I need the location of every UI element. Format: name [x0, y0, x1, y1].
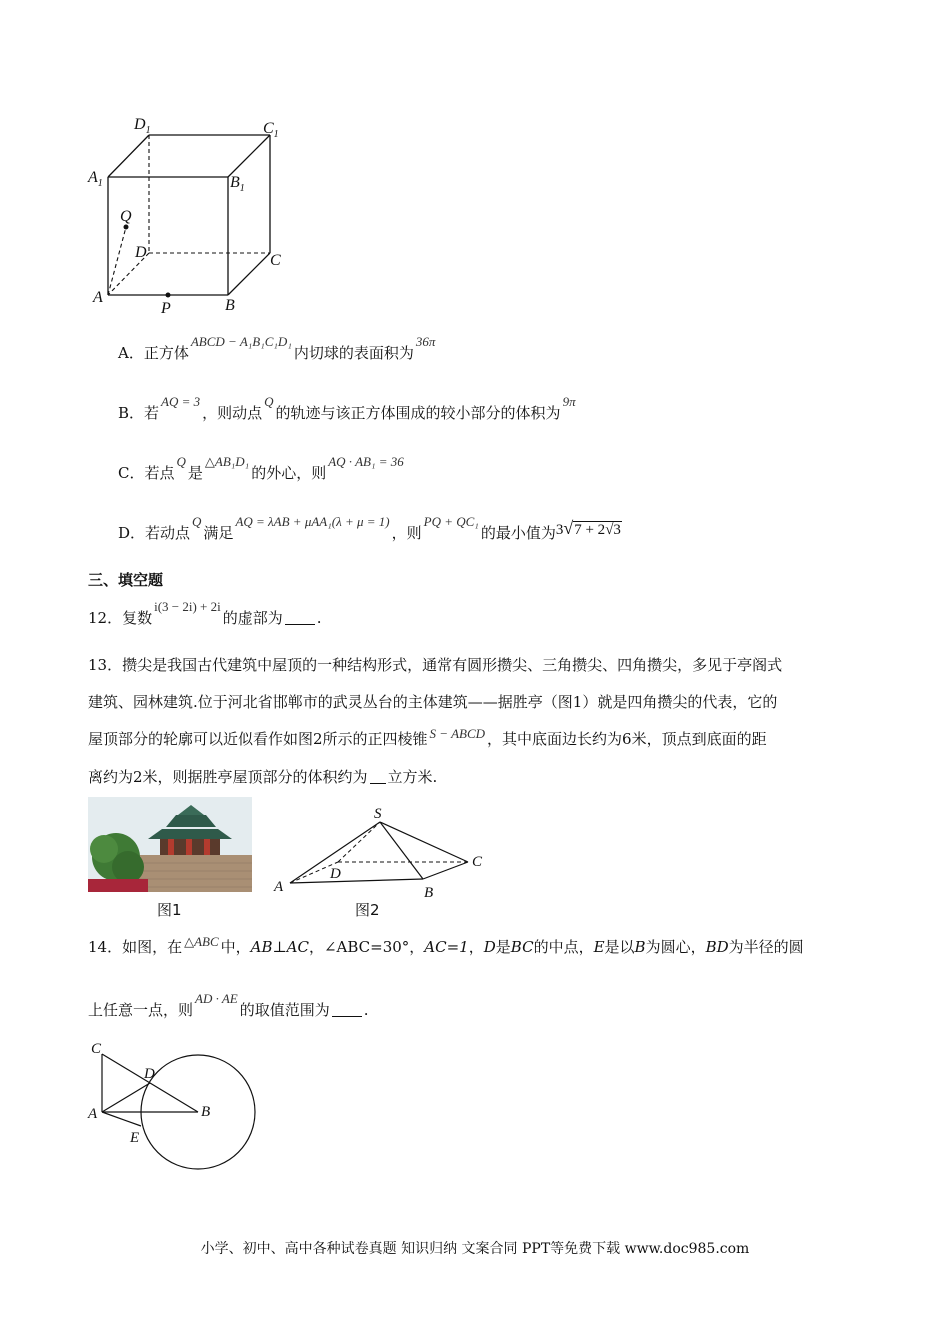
option-d-sqrt-value: 3√7 + 2√3	[555, 518, 621, 538]
option-b: B．若AQ = 3，则动点Q的轨迹与该正方体围成的较小部分的体积为9π	[118, 394, 576, 422]
circle-label-e: E	[130, 1130, 140, 1146]
pyramid-label-s: S	[374, 806, 382, 822]
page-footer: 小学、初中、高中各种试卷真题 知识归纳 文案合同 PPT等免费下载 www.doc985.com	[200, 1241, 750, 1257]
section-title: 三、填空题	[88, 571, 164, 589]
label-a1: $A_1$	[88, 169, 103, 189]
pyramid-figure	[268, 800, 493, 900]
question-12: 12．复数i(3 − 2i) + 2i的虚部为 .	[88, 599, 322, 627]
figure-1-caption: 图1	[157, 901, 182, 919]
circle-label-c: C	[91, 1041, 102, 1057]
circle-label-b: B	[201, 1104, 211, 1120]
label-q: Q	[120, 208, 132, 225]
cube-figure	[84, 110, 294, 320]
label-d1: $D_1$	[134, 116, 151, 136]
option-a-formula: ABCD − A₁B₁C₁D₁	[190, 334, 292, 349]
pyramid-label-c: C	[472, 854, 483, 870]
point-q-dot	[124, 225, 129, 230]
label-d: D	[135, 244, 147, 261]
answer-blank-12[interactable]	[285, 610, 315, 625]
question-13-line-3: 屋顶部分的轮廓可以近似看作如图2所示的正四棱锥 S − ABCD ，其中底面边长约为6米，顶点到底面的距	[88, 726, 767, 748]
option-a: A．正方体ABCD − A₁B₁C₁D₁内切球的表面积为36π	[118, 334, 436, 362]
question-14-line-1: 14．如图，在 △ABC 中，AB⊥AC，∠ABC=30°，AC=1，D是BC的中点，E是以B为圆心，BD为半径的圆	[88, 934, 804, 956]
label-c1: $C_1$	[263, 120, 279, 140]
answer-blank-13[interactable]	[370, 769, 386, 784]
label-c: C	[270, 252, 281, 269]
question-13-line-2: 建筑、园林建筑.位于河北省邯郸市的武灵丛台的主体建筑——据胜亭（图1）就是四角攒尖的代表，它的	[88, 693, 778, 711]
point-p-dot	[166, 293, 171, 298]
pyramid-label-a: A	[274, 879, 284, 895]
option-c: C．若点Q是△AB₁D₁的外心，则AQ · AB₁ = 36	[118, 454, 404, 482]
figure-2-caption: 图2	[355, 901, 380, 919]
pyramid-label-b: B	[424, 885, 434, 900]
option-d: D．若动点Q满足AQ = λAB + μAA₁(λ + μ = 1)，则PQ + QC₁的最小值为3√7 + 2√3	[118, 514, 621, 542]
label-b: B	[225, 297, 235, 314]
label-b1: $B_1$	[230, 174, 245, 194]
answer-blank-14[interactable]	[332, 1002, 362, 1017]
label-a: A	[93, 289, 103, 306]
circle-label-d: D	[144, 1066, 155, 1082]
circle-label-a: A	[88, 1106, 98, 1122]
option-a-value: 36π	[415, 334, 436, 349]
question-13-line-1: 13．攒尖是我国古代建筑中屋顶的一种结构形式，通常有圆形攒尖、三角攒尖、四角攒尖，多见于亭阁式	[88, 656, 783, 674]
pavilion-photo	[88, 797, 252, 892]
label-p: P	[161, 300, 171, 317]
question-14-line-2: 上任意一点，则AD · AE的取值范围为 .	[88, 991, 369, 1019]
circle-triangle-figure	[84, 1036, 269, 1176]
pyramid-label-d: D	[330, 866, 341, 882]
question-13-line-4: 离约为2米，则据胜亭屋顶部分的体积约为 立方米.	[88, 768, 438, 786]
